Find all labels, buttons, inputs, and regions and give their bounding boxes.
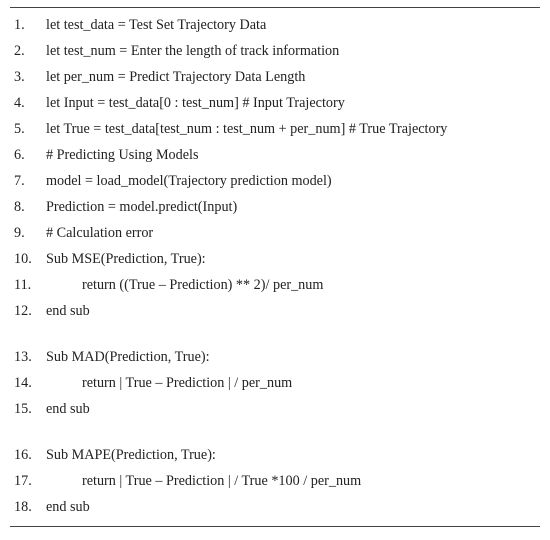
line-number: 15. bbox=[14, 401, 32, 417]
line-text: end sub bbox=[46, 303, 90, 319]
line-number: 11. bbox=[14, 277, 32, 293]
line-text: return ((True – Prediction) ** 2)/ per_num bbox=[82, 277, 324, 293]
line-number: 1. bbox=[14, 17, 25, 33]
line-number: 7. bbox=[14, 173, 25, 189]
line-number: 18. bbox=[14, 499, 32, 515]
line-text: # Predicting Using Models bbox=[46, 147, 199, 163]
line-text: model = load_model(Trajectory prediction model) bbox=[46, 173, 332, 189]
line-text: # Calculation error bbox=[46, 225, 154, 241]
line-text: end sub bbox=[46, 401, 90, 417]
line-text: let True = test_data[test_num : test_num + per_num] # True Trajectory bbox=[46, 121, 448, 137]
line-text: end sub bbox=[46, 499, 90, 515]
line-number: 17. bbox=[14, 473, 32, 489]
line-text: let test_data = Test Set Trajectory Data bbox=[46, 17, 267, 33]
line-number: 8. bbox=[14, 199, 25, 215]
line-text: Sub MAPE(Prediction, True): bbox=[46, 447, 216, 463]
line-number: 16. bbox=[14, 447, 32, 463]
line-number: 9. bbox=[14, 225, 25, 241]
line-text: Sub MSE(Prediction, True): bbox=[46, 251, 206, 267]
line-number: 14. bbox=[14, 375, 32, 391]
line-text: let test_num = Enter the length of track information bbox=[46, 43, 340, 59]
algorithm-box bbox=[10, 7, 540, 527]
line-number: 6. bbox=[14, 147, 25, 163]
line-number: 2. bbox=[14, 43, 25, 59]
line-text: let Input = test_data[0 : test_num] # Input Trajectory bbox=[46, 95, 345, 111]
line-number: 12. bbox=[14, 303, 32, 319]
line-number: 4. bbox=[14, 95, 25, 111]
line-text: Sub MAD(Prediction, True): bbox=[46, 349, 210, 365]
line-number: 5. bbox=[14, 121, 25, 137]
line-text: Prediction = model.predict(Input) bbox=[46, 199, 238, 215]
line-text: return | True – Prediction | / True *100 / per_num bbox=[82, 473, 362, 489]
line-text: let per_num = Predict Trajectory Data Length bbox=[46, 69, 306, 85]
line-number: 3. bbox=[14, 69, 25, 85]
line-number: 13. bbox=[14, 349, 32, 365]
line-text: return | True – Prediction | / per_num bbox=[82, 375, 293, 391]
line-number: 10. bbox=[14, 251, 32, 267]
